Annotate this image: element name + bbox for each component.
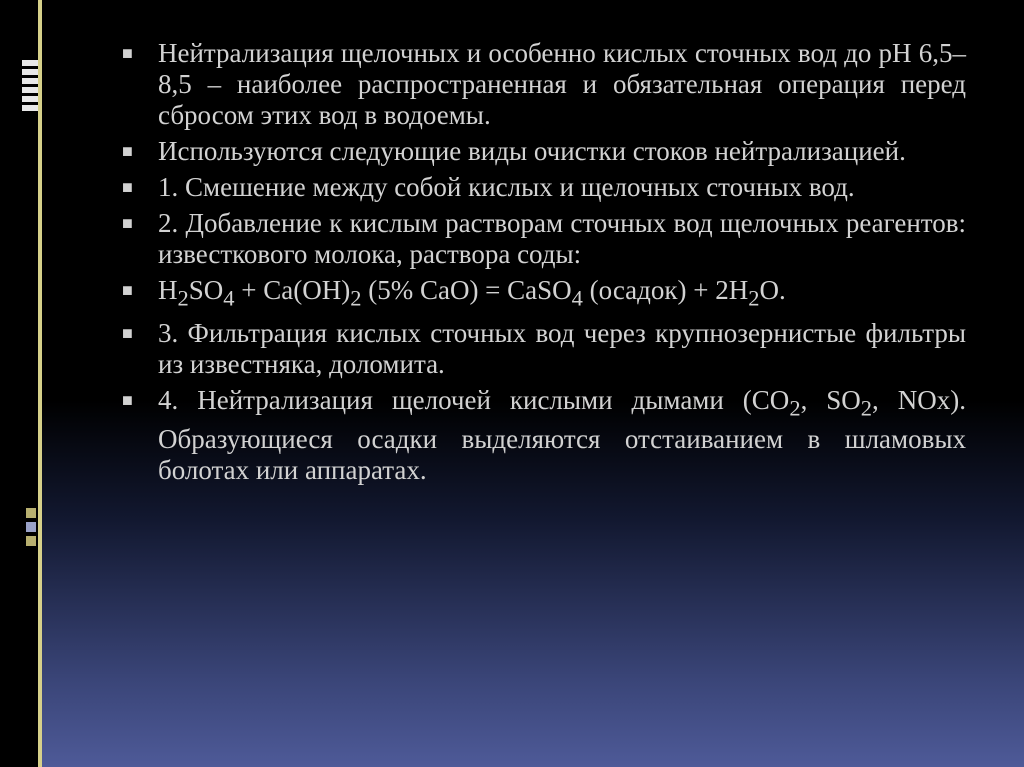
formula-part: H — [158, 275, 178, 305]
item-text — [158, 385, 966, 484]
square-bullet-icon: ■ — [122, 43, 133, 63]
formula-part: SO — [188, 275, 224, 305]
square-bullet-icon: ■ — [122, 390, 133, 411]
square-bullet-icon: ■ — [122, 213, 133, 233]
stacked-bar — [22, 60, 38, 66]
list-item — [118, 385, 966, 485]
side-square — [26, 536, 36, 546]
stacked-bar — [22, 105, 38, 111]
list-item — [118, 208, 966, 270]
side-squares-decoration — [26, 508, 36, 550]
formula-part: (осадок) + 2H — [582, 275, 749, 305]
stacked-bar — [22, 69, 38, 75]
formula-subscript: 2 — [748, 285, 760, 311]
stacked-bar — [22, 78, 38, 84]
accent-stripe — [38, 0, 42, 767]
item-text: 2. Добавление к кислым растворам сточных вод щелочных реагентов: известкового молока, раствора соды: — [158, 208, 966, 269]
formula-subscript: 4 — [571, 285, 583, 311]
formula-part: O. — [759, 275, 786, 305]
square-bullet-icon: ■ — [122, 177, 133, 197]
formula-item — [118, 275, 966, 313]
formula-part: (5% CaO) = CaSO — [361, 275, 572, 305]
stacked-bar — [22, 87, 38, 93]
list-item — [118, 38, 966, 131]
list-item — [118, 172, 966, 203]
item-text: Нейтрализация щелочных и особенно кислых сточных вод до рН 6,5–8,5 – наиболее распространенная и обязательная операция перед сбросом этих вод в водоемы. — [158, 38, 966, 130]
side-square — [26, 522, 36, 532]
bullet-list — [118, 38, 966, 491]
formula-subscript: 2 — [860, 395, 873, 421]
square-bullet-icon: ■ — [122, 323, 133, 344]
text-part: , NOx). Образующиеся осадки выделяются отстаиванием в шламовых болотах или аппаратах. — [158, 385, 966, 485]
square-bullet-icon: ■ — [122, 280, 133, 300]
formula-subscript: 2 — [789, 395, 801, 421]
item-text: Используются следующие виды очистки стоков нейтрализацией. — [158, 136, 906, 166]
stacked-bars-icon — [22, 60, 38, 114]
chemical-formula — [158, 275, 786, 311]
square-bullet-icon: ■ — [122, 141, 133, 161]
text-part: 4. Нейтрализация щелочей кислыми дымами (CO — [158, 385, 790, 416]
item-text: 3. Фильтрация кислых сточных вод через крупнозернистые фильтры из известняка, доломита. — [158, 318, 966, 380]
formula-subscript: 2 — [177, 285, 189, 311]
formula-subscript: 2 — [350, 285, 362, 311]
item-text: 1. Смешение между собой кислых и щелочных сточных вод. — [158, 172, 855, 202]
left-band — [0, 0, 38, 767]
formula-subscript: 4 — [223, 285, 235, 311]
text-part: , SO — [800, 385, 861, 416]
list-item — [118, 318, 966, 380]
list-item — [118, 136, 966, 167]
side-square — [26, 508, 36, 518]
formula-part: + Ca(OH) — [234, 275, 351, 305]
stacked-bar — [22, 96, 38, 102]
